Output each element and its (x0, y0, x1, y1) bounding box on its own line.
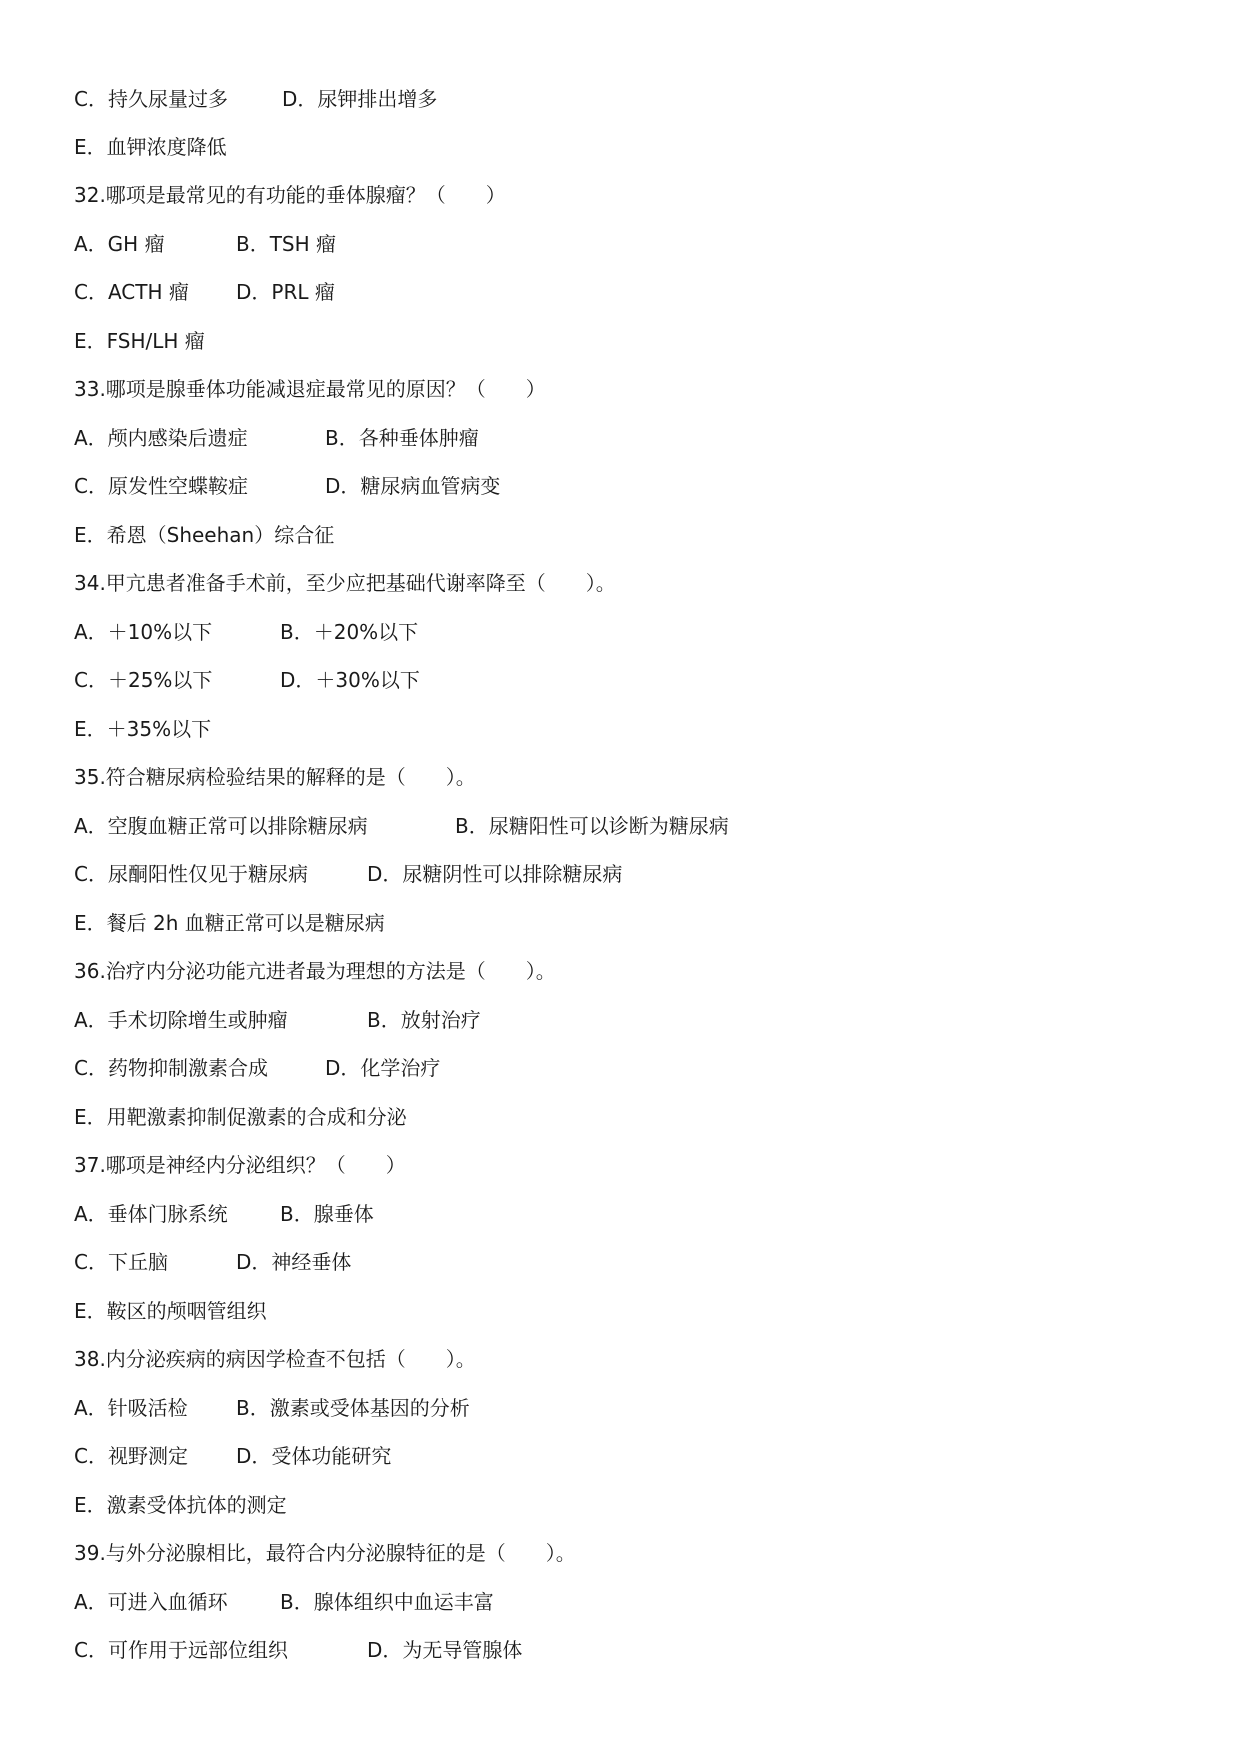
option-d: D．＋30%以下 (280, 668, 420, 692)
option-c: C．视野测定 (74, 1444, 188, 1468)
question-text: 38.内分泌疾病的病因学检查不包括（ ）。 (74, 1347, 476, 1371)
option-b: B．腺体组织中血运丰富 (280, 1590, 494, 1614)
option-e: E．血钾浓度降低 (74, 135, 227, 159)
option-a: A．＋10%以下 (74, 620, 213, 644)
option-c: C．持久尿量过多 (74, 87, 228, 111)
question-39 (74, 1538, 576, 1568)
option-d: D．尿糖阴性可以排除糖尿病 (367, 862, 623, 886)
question-text: 35.符合糖尿病检验结果的解释的是（ ）。 (74, 765, 476, 789)
option-b: B．各种垂体肿瘤 (325, 426, 479, 450)
option-e: E．激素受体抗体的测定 (74, 1493, 287, 1517)
option-e: E．餐后 2h 血糖正常可以是糖尿病 (74, 911, 385, 935)
option-e: E．用靶激素抑制促激素的合成和分泌 (74, 1105, 407, 1129)
option-c: C．ACTH 瘤 (74, 280, 189, 304)
question-text: 32.哪项是最常见的有功能的垂体腺瘤？（ ） (74, 183, 506, 207)
option-a: A．可进入血循环 (74, 1590, 228, 1614)
option-line (74, 132, 227, 162)
option-a: A．空腹血糖正常可以排除糖尿病 (74, 814, 368, 838)
option-line (74, 1102, 407, 1132)
option-a: A．垂体门脉系统 (74, 1202, 228, 1226)
option-d: D．受体功能研究 (236, 1444, 392, 1468)
option-b: B．腺垂体 (280, 1202, 374, 1226)
option-c: C．药物抑制激素合成 (74, 1056, 268, 1080)
question-34 (74, 568, 616, 598)
question-36 (74, 956, 556, 986)
option-c: C．可作用于远部位组织 (74, 1638, 288, 1662)
option-d: D．PRL 瘤 (236, 280, 335, 304)
option-c: C．下丘脑 (74, 1250, 168, 1274)
question-38 (74, 1344, 476, 1374)
question-text: 37.哪项是神经内分泌组织？（ ） (74, 1153, 406, 1177)
option-d: D．神经垂体 (236, 1250, 352, 1274)
option-a: A．手术切除增生或肿瘤 (74, 1008, 288, 1032)
option-c: C．原发性空蝶鞍症 (74, 474, 248, 498)
option-line (74, 520, 334, 550)
option-b: B．尿糖阳性可以诊断为糖尿病 (455, 814, 729, 838)
option-a: A．针吸活检 (74, 1396, 188, 1420)
option-e: E．FSH/LH 瘤 (74, 329, 205, 353)
question-33 (74, 374, 546, 404)
option-c: C．尿酮阳性仅见于糖尿病 (74, 862, 308, 886)
option-line (74, 1490, 287, 1520)
question-text: 39.与外分泌腺相比，最符合内分泌腺特征的是（ ）。 (74, 1541, 576, 1565)
option-b: B．激素或受体基因的分析 (236, 1396, 470, 1420)
option-a: A．GH 瘤 (74, 232, 165, 256)
option-d: D．尿钾排出增多 (282, 87, 438, 111)
option-e: E．＋35%以下 (74, 717, 212, 741)
option-d: D．为无导管腺体 (367, 1638, 523, 1662)
option-b: B．放射治疗 (367, 1008, 481, 1032)
option-b: B．TSH 瘤 (236, 232, 337, 256)
option-e: E．希恩（Sheehan）综合征 (74, 523, 335, 547)
option-b: B．＋20%以下 (280, 620, 419, 644)
question-text: 36.治疗内分泌功能亢进者最为理想的方法是（ ）。 (74, 959, 556, 983)
option-e: E．鞍区的颅咽管组织 (74, 1299, 267, 1323)
option-line (74, 326, 205, 356)
option-d: D．化学治疗 (325, 1056, 441, 1080)
question-37 (74, 1150, 406, 1180)
option-d: D．糖尿病血管病变 (325, 474, 501, 498)
question-text: 34.甲亢患者准备手术前，至少应把基础代谢率降至（ ）。 (74, 571, 616, 595)
option-line (74, 714, 211, 744)
question-35 (74, 762, 476, 792)
option-line (74, 1296, 267, 1326)
option-c: C．＋25%以下 (74, 668, 213, 692)
question-32 (74, 180, 506, 210)
option-a: A．颅内感染后遗症 (74, 426, 248, 450)
option-line (74, 908, 385, 938)
question-text: 33.哪项是腺垂体功能减退症最常见的原因？（ ） (74, 377, 546, 401)
